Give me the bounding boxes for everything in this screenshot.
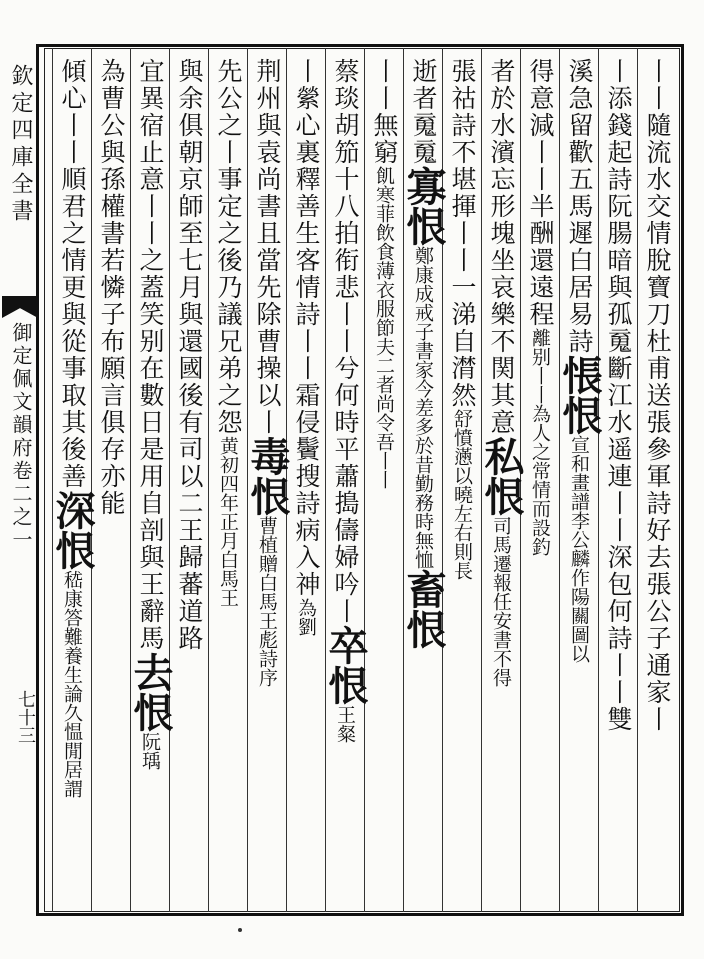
annotation-text: 離别丨丨為人之常情而設釣 <box>529 328 551 556</box>
body-text: 得意減丨丨半酬還遠程 <box>526 58 555 328</box>
body-text: 丨縈心裏釋善生客情詩丨丨霜侵鬢搜詩病入神 <box>292 58 321 598</box>
book-title: 欽定四庫全書 <box>8 64 33 226</box>
headword: 去恨 <box>127 652 174 732</box>
annotation-text: 鄭康成戒子書家今差多於昔勤務時無恤 <box>412 246 434 569</box>
annotation-text: 黄初四年正月白馬王 <box>217 436 239 607</box>
text-column <box>172 58 206 908</box>
column-rule <box>169 48 170 912</box>
text-column <box>322 58 369 908</box>
column-rule <box>52 48 53 912</box>
ink-dot <box>238 928 242 932</box>
annotation-text: 阮瑀 <box>139 732 161 770</box>
headword: 私恨 <box>478 436 525 516</box>
headword: 卒恨 <box>322 625 369 705</box>
text-column <box>289 58 323 908</box>
column-rule <box>130 48 131 912</box>
body-text: 先公之丨事定之後乃議兄弟之怨 <box>214 58 243 436</box>
annotation-text: 王粲 <box>334 705 356 743</box>
body-text: 丨丨隨流水交情脫寶刀杜甫送張參軍詩好去張公子通家丨 <box>643 58 672 733</box>
headword: 毒恨 <box>244 436 291 516</box>
text-column <box>400 58 447 908</box>
text-column <box>445 58 479 908</box>
text-column <box>211 58 245 908</box>
text-column <box>640 58 674 908</box>
body-text: 蔡琰胡笳十八拍衔悲丨丨兮何時平蕭搗儔婦吟丨 <box>331 58 360 625</box>
column-rule <box>91 48 92 912</box>
body-text: 溪急留歡五馬遲白居易詩 <box>565 58 594 355</box>
body-text: 逝者䰟䰟 <box>409 58 438 166</box>
headword: 悵恨 <box>556 355 603 435</box>
text-column <box>523 58 557 908</box>
column-rule <box>364 48 365 912</box>
body-text: 與余俱朝京師至七月與還國後有司以二王歸蕃道路 <box>175 58 204 652</box>
text-column <box>94 58 128 908</box>
column-rule <box>559 48 560 912</box>
text-column <box>478 58 525 908</box>
body-text: 者於水濱忘形塊坐哀樂不関其意 <box>487 58 516 436</box>
page-number: 七十三 <box>15 690 36 744</box>
body-text: 傾心丨丨順君之情更與從事取其後善 <box>58 58 87 490</box>
body-text: 荆州與袁尚書且當先除曹操以丨 <box>253 58 282 436</box>
column-rule <box>598 48 599 912</box>
headword: 寡恨 <box>400 166 447 246</box>
text-column <box>244 58 291 908</box>
text-column <box>127 58 174 908</box>
section-title: 御定佩文韻府卷二之一 <box>9 322 33 552</box>
annotation-text: 司馬遷報任安書不得 <box>490 516 512 687</box>
text-column <box>367 58 401 908</box>
body-text: 丨丨無窮 <box>370 58 399 166</box>
annotation-text: 曹植贈白馬王彪詩序 <box>256 516 278 687</box>
body-text: 為曹公與孫權書若憐子布願言俱存亦能 <box>97 58 126 517</box>
annotation-text: 為劉 <box>295 598 317 636</box>
text-column <box>49 58 96 908</box>
column-rule <box>208 48 209 912</box>
headword: 畜恨 <box>400 569 447 649</box>
body-text: 丨添錢起詩阮腸暗與孤䰟斷江水遥連丨丨深包何詩丨丨雙 <box>604 58 633 733</box>
text-column <box>601 58 635 908</box>
body-text: 張祜詩不堪揮丨丨一涕自潸然 <box>448 58 477 409</box>
column-rule <box>325 48 326 912</box>
headword: 深恨 <box>49 490 96 570</box>
text-column <box>556 58 603 908</box>
annotation-text: 嵇康答難養生論久愠閒居謂 <box>61 570 83 798</box>
body-text: 宜異宿止意丨丨之蓋笑别在數日是用自剖與王辭馬 <box>136 58 165 652</box>
annotation-text: 舒憤懣以曉左右則長 <box>451 409 473 580</box>
annotation-text: 宣和畫譜李公麟作陽關圖以 <box>568 435 590 663</box>
annotation-text: 飢寒菲飲食薄衣服節夫二者尚令吾丨丨 <box>373 166 395 489</box>
column-rule <box>637 48 638 912</box>
fish-tail-mark <box>2 296 38 318</box>
